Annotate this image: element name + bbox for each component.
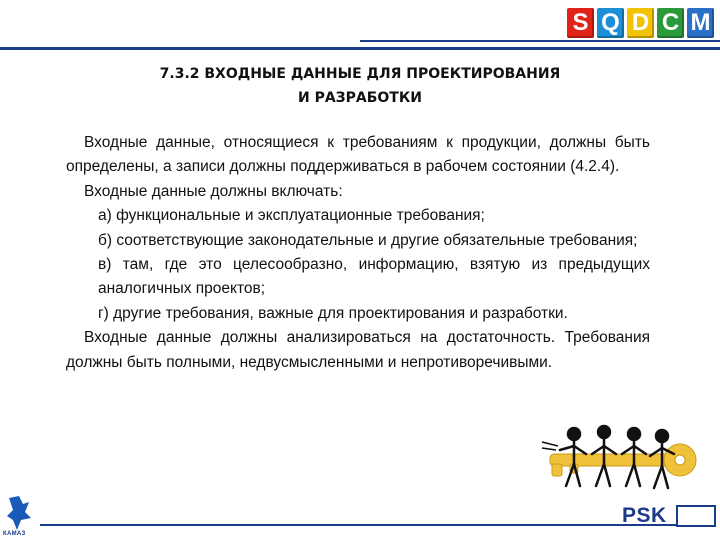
key-people-illustration [540,424,710,504]
psk-logo-text: PSK [622,504,667,527]
paragraph-3: Входные данные должны анализироваться на достаточность. Требования должны быть полными, недвусмысленными и непротиворечивыми. [66,329,650,371]
slide-body [66,131,650,375]
psk-logo-box [676,505,716,527]
sqdcm-tile-m: M [687,8,714,38]
list-item-b: б) соответствующие законодательные и другие обязательные требования; [98,231,638,249]
footer-divider [40,524,676,526]
title-line-1: 7.3.2 ВХОДНЫЕ ДАННЫЕ ДЛЯ ПРОЕКТИРОВАНИЯ [159,66,561,82]
sqdcm-tile-c: C [657,8,684,38]
sqdcm-logo [567,8,714,38]
header-divider [0,47,720,50]
header-accent-line [360,40,720,42]
list-item-c: в) там, где это целесообразно, информацию, взятую из предыдущих аналогичных проектов; [98,256,650,298]
sqdcm-tile-d: D [627,8,654,38]
sqdcm-tile-q: Q [597,8,624,38]
list-item-a: а) функциональные и эксплуатационные требования; [98,207,485,225]
slide-title [0,62,720,110]
list-item-d: г) другие требования, важные для проектирования и разработки. [98,304,568,322]
title-line-2: И РАЗРАБОТКИ [297,90,422,106]
kamaz-logo-text: КАМАЗ [3,531,26,537]
paragraph-2: Входные данные должны включать: [84,182,343,200]
paragraph-1: Входные данные, относящиеся к требованиям к продукции, должны быть определены, а записи должны поддерживаться в рабочем состоянии (4.2.4). [66,134,650,176]
sqdcm-tile-s: S [567,8,594,38]
